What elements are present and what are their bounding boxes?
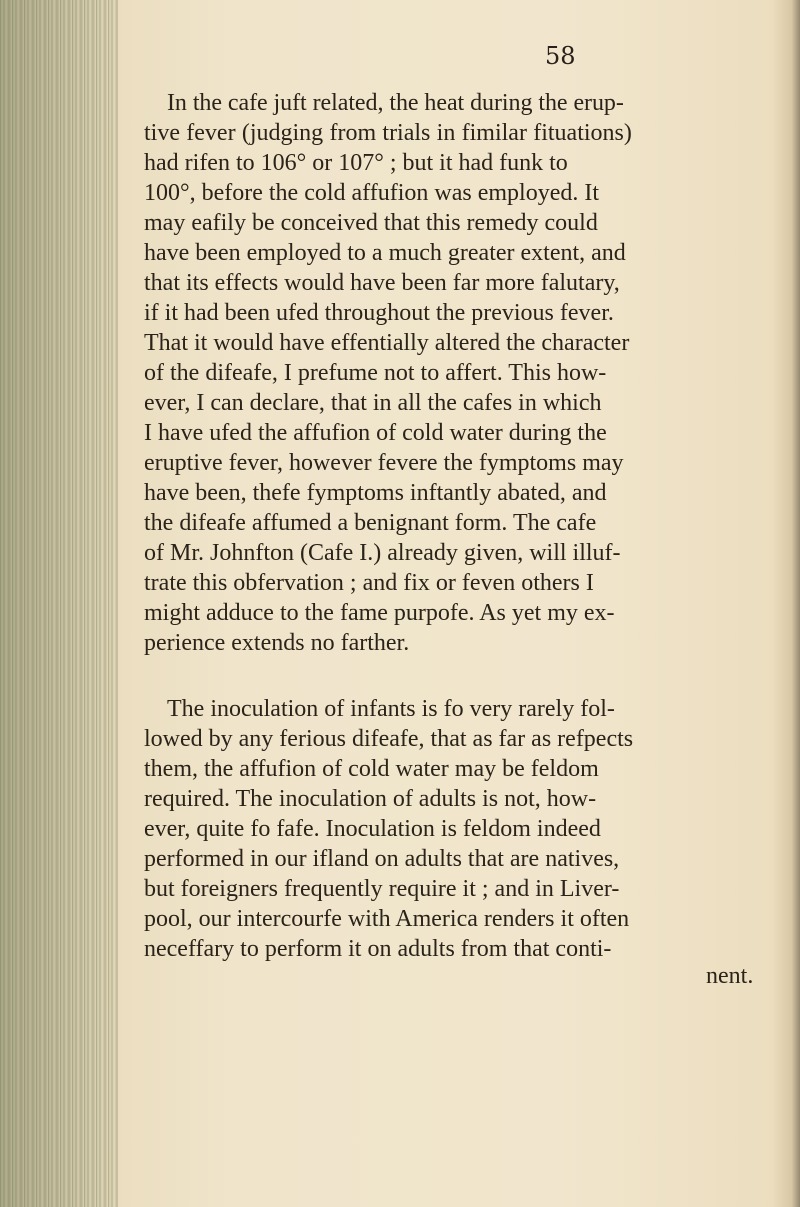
text-line: eruptive fever, however fevere the fymptoms may <box>144 450 624 476</box>
text-line: performed in our ifland on adults that are natives, <box>144 846 620 872</box>
text-line: lowed by any ferious difeafe, that as far as refpects <box>144 726 634 752</box>
text-line: required. The inoculation of adults is not, how- <box>144 786 597 812</box>
text-line: neceffary to perform it on adults from that conti- <box>144 936 612 962</box>
text-line: ever, I can declare, that in all the cafes in which <box>144 390 602 416</box>
text-line: have been employed to a much greater extent, and <box>144 240 626 266</box>
text-line: perience extends no farther. <box>144 630 410 656</box>
catchword: nent. <box>706 963 754 989</box>
text-line: of the difeafe, I prefume not to affert. This how- <box>144 360 607 386</box>
text-line: trate this obfervation ; and fix or feven others I <box>144 570 594 596</box>
text-line: 100°, before the cold affufion was employed. It <box>144 180 600 206</box>
text-line: That it would have effentially altered the character <box>144 330 630 356</box>
text-line: if it had been ufed throughout the previous fever. <box>144 300 614 326</box>
text-line: had rifen to 106° or 107° ; but it had funk to <box>144 150 568 176</box>
text-line: tive fever (judging from trials in fimilar fituations) <box>144 120 632 146</box>
text-line: might adduce to the fame purpofe. As yet my ex- <box>144 600 615 626</box>
text-line: I have ufed the affufion of cold water during the <box>144 420 607 446</box>
text-line: The inoculation of infants is fo very rarely fol- <box>167 696 615 722</box>
text-line: ever, quite fo fafe. Inoculation is feldom indeed <box>144 816 601 842</box>
text-line: that its effects would have been far more falutary, <box>144 270 620 296</box>
text-line: them, the affufion of cold water may be feldom <box>144 756 599 782</box>
binding-edge <box>0 0 118 1207</box>
text-line: In the cafe juft related, the heat during the erup- <box>167 90 624 116</box>
text-line: may eafily be conceived that this remedy could <box>144 210 598 236</box>
text-line: pool, our intercourfe with America renders it often <box>144 906 630 932</box>
text-line: of Mr. Johnfton (Cafe I.) already given, will illuf- <box>144 540 621 566</box>
page-edge-shadow <box>772 0 800 1207</box>
page-number: 58 <box>545 42 576 70</box>
text-line: but foreigners frequently require it ; and in Liver- <box>144 876 620 902</box>
text-line: have been, thefe fymptoms inftantly abated, and <box>144 480 607 506</box>
text-line: the difeafe affumed a benignant form. The cafe <box>144 510 597 536</box>
